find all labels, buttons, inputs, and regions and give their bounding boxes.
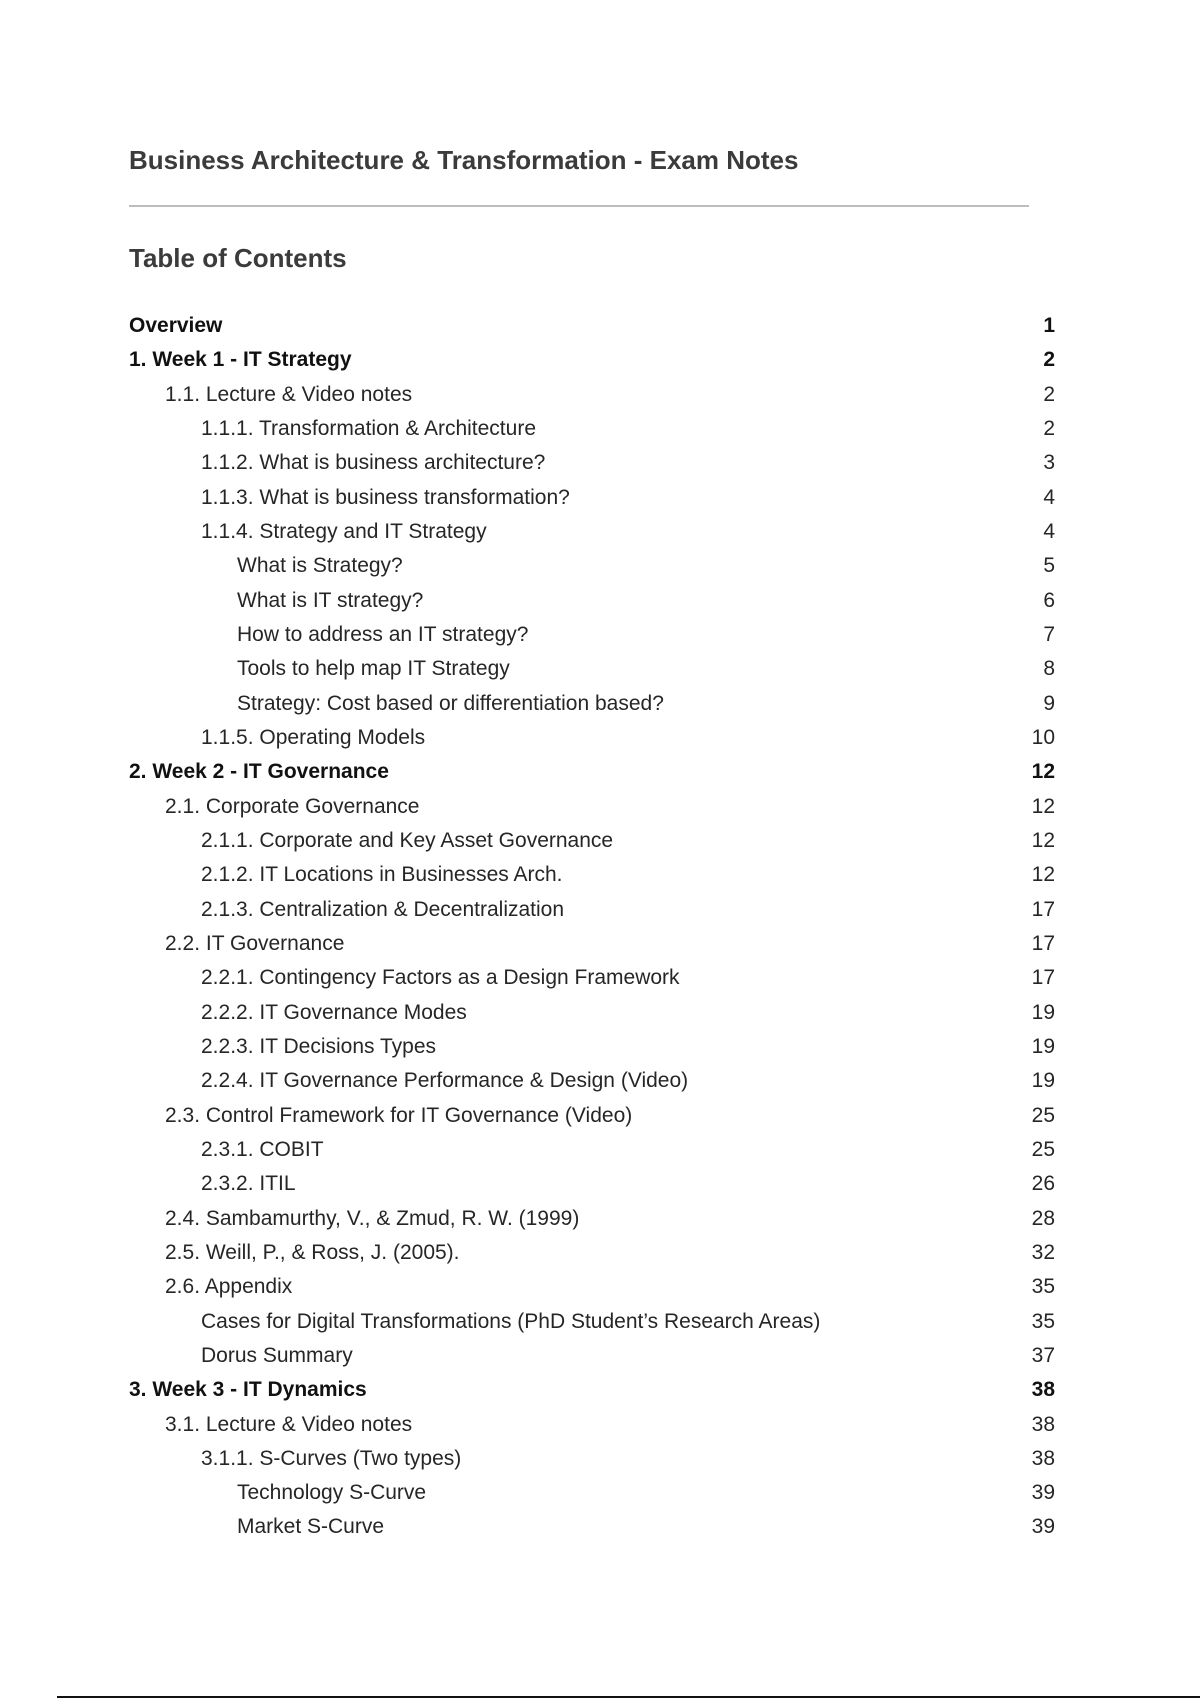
toc-entry-page-number: 5 xyxy=(1043,554,1055,578)
toc-entry-label[interactable]: 1.1.2. What is business architecture? xyxy=(201,451,546,475)
toc-entry[interactable] xyxy=(129,1478,1055,1512)
toc-entry-page-number: 35 xyxy=(1031,1275,1055,1299)
toc-entry-label[interactable]: 1.1.5. Operating Models xyxy=(201,725,426,749)
toc-entry-page-number: 32 xyxy=(1031,1240,1055,1264)
toc-entry[interactable] xyxy=(129,689,1055,723)
toc-entry[interactable] xyxy=(129,1307,1055,1341)
toc-entry[interactable] xyxy=(129,860,1055,894)
toc-entry-page-number: 26 xyxy=(1031,1172,1055,1196)
toc-entry-page-number: 10 xyxy=(1031,725,1055,749)
toc-entry-page-number: 17 xyxy=(1031,931,1055,955)
toc-entry-label[interactable]: 1.1.1. Transformation & Architecture xyxy=(201,416,536,440)
toc-entry-label[interactable]: 2.6. Appendix xyxy=(165,1275,293,1299)
toc-entry[interactable] xyxy=(129,414,1055,448)
document-title: Business Architecture & Transformation - Exam Notes xyxy=(129,145,799,175)
toc-entry-label[interactable]: 2.4. Sambamurthy, V., & Zmud, R. W. (1999) xyxy=(165,1206,580,1230)
toc-entry-page-number: 39 xyxy=(1031,1481,1055,1505)
toc-entry[interactable] xyxy=(129,345,1055,379)
toc-entry-page-number: 17 xyxy=(1031,897,1055,921)
toc-entry[interactable] xyxy=(129,963,1055,997)
table-of-contents xyxy=(129,311,1055,1547)
toc-entry[interactable] xyxy=(129,311,1055,345)
toc-entry-page-number: 2 xyxy=(1043,382,1055,406)
toc-entry[interactable] xyxy=(129,1375,1055,1409)
toc-entry-page-number: 38 xyxy=(1031,1446,1055,1470)
toc-entry[interactable] xyxy=(129,1444,1055,1478)
toc-entry-label[interactable]: Cases for Digital Transformations (PhD Student’s Research Areas) xyxy=(201,1309,821,1333)
toc-entry[interactable] xyxy=(129,929,1055,963)
toc-entry-page-number: 28 xyxy=(1031,1206,1055,1230)
toc-entry-page-number: 9 xyxy=(1043,691,1055,715)
toc-entry[interactable] xyxy=(129,757,1055,791)
toc-entry[interactable] xyxy=(129,551,1055,585)
toc-entry-label[interactable]: Tools to help map IT Strategy xyxy=(237,657,510,681)
toc-entry-label[interactable]: 1. Week 1 - IT Strategy xyxy=(129,348,352,372)
toc-entry[interactable] xyxy=(129,998,1055,1032)
toc-heading: Table of Contents xyxy=(129,243,347,273)
toc-entry-page-number: 4 xyxy=(1043,519,1055,543)
toc-entry-label[interactable]: What is Strategy? xyxy=(237,554,403,578)
toc-entry[interactable] xyxy=(129,1032,1055,1066)
toc-entry-page-number: 19 xyxy=(1031,1000,1055,1024)
toc-entry-label[interactable]: 2.1.3. Centralization & Decentralization xyxy=(201,897,565,921)
toc-entry[interactable] xyxy=(129,1341,1055,1375)
toc-entry-page-number: 38 xyxy=(1031,1378,1055,1402)
toc-entry-label[interactable]: 2.2.2. IT Governance Modes xyxy=(201,1000,467,1024)
toc-entry[interactable] xyxy=(129,586,1055,620)
toc-entry-label[interactable]: 2.2. IT Governance xyxy=(165,931,345,955)
toc-entry-label[interactable]: 2.2.1. Contingency Factors as a Design Framework xyxy=(201,966,680,990)
toc-entry-page-number: 1 xyxy=(1043,314,1055,337)
toc-entry-label[interactable]: 2.1. Corporate Governance xyxy=(165,794,420,818)
toc-entry-label[interactable]: 1.1. Lecture & Video notes xyxy=(165,382,413,406)
toc-entry[interactable] xyxy=(129,895,1055,929)
toc-entry[interactable] xyxy=(129,826,1055,860)
toc-entry-page-number: 2 xyxy=(1043,416,1055,440)
toc-entry-label[interactable]: 1.1.4. Strategy and IT Strategy xyxy=(201,519,487,543)
toc-entry[interactable] xyxy=(129,792,1055,826)
toc-entry-page-number: 12 xyxy=(1031,794,1055,818)
toc-entry[interactable] xyxy=(129,654,1055,688)
toc-entry-label[interactable]: 2.3.1. COBIT xyxy=(201,1137,324,1161)
toc-entry-page-number: 19 xyxy=(1031,1069,1055,1093)
toc-entry[interactable] xyxy=(129,1135,1055,1169)
toc-entry[interactable] xyxy=(129,620,1055,654)
toc-entry-page-number: 7 xyxy=(1043,622,1055,646)
toc-entry[interactable] xyxy=(129,1101,1055,1135)
toc-entry-page-number: 38 xyxy=(1031,1412,1055,1436)
toc-entry[interactable] xyxy=(129,448,1055,482)
toc-entry-label[interactable]: 2.2.3. IT Decisions Types xyxy=(201,1034,437,1058)
toc-entry-label[interactable]: 3. Week 3 - IT Dynamics xyxy=(129,1378,367,1402)
toc-entry[interactable] xyxy=(129,517,1055,551)
toc-entry-label[interactable]: 2.5. Weill, P., & Ross, J. (2005). xyxy=(165,1240,460,1264)
toc-entry-page-number: 2 xyxy=(1043,348,1055,372)
toc-entry-label[interactable]: 1.1.3. What is business transformation? xyxy=(201,485,570,509)
toc-entry-page-number: 6 xyxy=(1043,588,1055,612)
toc-entry[interactable] xyxy=(129,380,1055,414)
toc-entry[interactable] xyxy=(129,1204,1055,1238)
toc-entry-page-number: 25 xyxy=(1031,1137,1055,1161)
toc-entry-label[interactable]: Market S-Curve xyxy=(237,1515,385,1539)
toc-entry-label[interactable]: What is IT strategy? xyxy=(237,588,424,612)
toc-entry[interactable] xyxy=(129,1272,1055,1306)
toc-entry-page-number: 8 xyxy=(1043,657,1055,681)
toc-entry-page-number: 4 xyxy=(1043,485,1055,509)
toc-entry-label[interactable]: 3.1.1. S-Curves (Two types) xyxy=(201,1446,462,1470)
page-bottom-divider xyxy=(57,1696,1200,1698)
toc-entry-page-number: 35 xyxy=(1031,1309,1055,1333)
toc-entry-page-number: 12 xyxy=(1031,828,1055,852)
toc-entry-page-number: 12 xyxy=(1031,760,1055,784)
toc-entry-label[interactable]: 2.3. Control Framework for IT Governance (Video) xyxy=(165,1103,633,1127)
title-divider xyxy=(129,205,1029,207)
toc-entry-page-number: 39 xyxy=(1031,1515,1055,1539)
toc-entry-page-number: 17 xyxy=(1031,966,1055,990)
toc-entry-label[interactable]: Dorus Summary xyxy=(201,1343,353,1367)
toc-entry[interactable] xyxy=(129,1066,1055,1100)
toc-entry-label[interactable]: 2.1.2. IT Locations in Businesses Arch. xyxy=(201,863,563,887)
toc-entry-label[interactable]: 2. Week 2 - IT Governance xyxy=(129,760,389,784)
toc-entry[interactable] xyxy=(129,1169,1055,1203)
toc-entry-page-number: 3 xyxy=(1043,451,1055,475)
toc-entry-label[interactable]: 2.2.4. IT Governance Performance & Design (Video) xyxy=(201,1069,689,1093)
toc-entry-label[interactable]: Strategy: Cost based or differentiation based? xyxy=(237,691,664,715)
toc-entry-label[interactable]: Overview xyxy=(129,314,223,337)
toc-entry-page-number: 25 xyxy=(1031,1103,1055,1127)
toc-entry[interactable] xyxy=(129,1410,1055,1444)
toc-entry-page-number: 37 xyxy=(1031,1343,1055,1367)
toc-entry[interactable] xyxy=(129,1238,1055,1272)
toc-entry-page-number: 19 xyxy=(1031,1034,1055,1058)
toc-entry[interactable] xyxy=(129,723,1055,757)
toc-entry-label[interactable]: 3.1. Lecture & Video notes xyxy=(165,1412,413,1436)
toc-entry[interactable] xyxy=(129,483,1055,517)
toc-entry-label[interactable]: 2.1.1. Corporate and Key Asset Governance xyxy=(201,828,614,852)
toc-entry-label[interactable]: 2.3.2. ITIL xyxy=(201,1172,296,1196)
toc-entry-page-number: 12 xyxy=(1031,863,1055,887)
toc-entry[interactable] xyxy=(129,1512,1055,1546)
toc-entry-label[interactable]: How to address an IT strategy? xyxy=(237,622,529,646)
toc-entry-label[interactable]: Technology S-Curve xyxy=(237,1481,427,1505)
